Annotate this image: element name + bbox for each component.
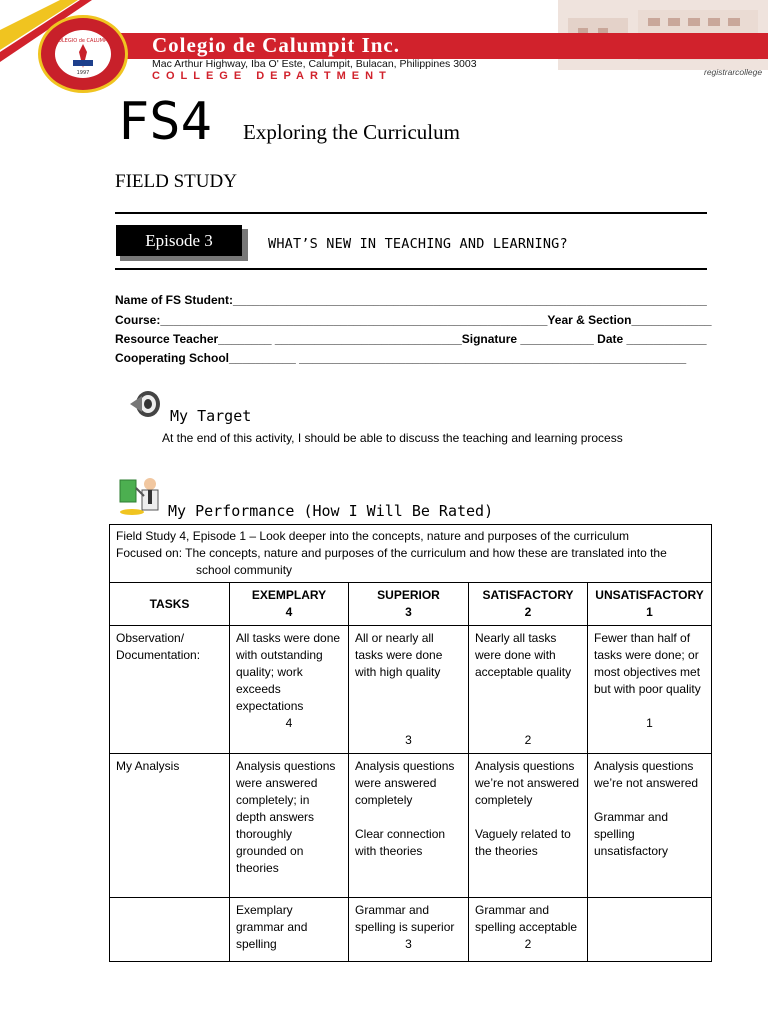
header-score: 3 <box>405 605 412 619</box>
criteria-text: Analysis questions were answered completely <box>355 759 455 807</box>
rubric-intro-line2: Focused on: The concepts, nature and purposes of the curriculum and how these are translated into the <box>116 546 667 560</box>
criteria-score: 3 <box>405 733 412 747</box>
criteria-text: Analysis questions we’re not answered completely <box>475 759 580 807</box>
course-code: FS4 <box>118 92 212 152</box>
target-statement: At the end of this activity, I should be able to discuss the teaching and learning process <box>162 431 623 445</box>
table-row <box>110 754 712 898</box>
rubric-intro-line3: school community <box>196 563 293 577</box>
table-row <box>110 525 712 583</box>
divider-bottom <box>115 268 707 270</box>
table-header-row <box>110 583 712 626</box>
my-target-heading: My Target <box>170 407 252 425</box>
criteria-text: Analysis questions we’re not answered <box>594 759 699 790</box>
header-satisfactory <box>469 583 588 626</box>
table-row <box>110 626 712 754</box>
task-cell: Observation/ Documentation: <box>110 626 230 754</box>
criteria-cell <box>349 898 469 962</box>
teacher-icon <box>118 474 164 516</box>
target-icon <box>128 388 162 420</box>
criteria-score: 3 <box>405 937 412 951</box>
episode-title: WHAT’S NEW IN TEACHING AND LEARNING? <box>268 236 568 252</box>
department-name: COLLEGE DEPARTMENT <box>152 70 392 82</box>
criteria-cell <box>588 626 712 754</box>
rubric-intro-line1: Field Study 4, Episode 1 – Look deeper into the concepts, nature and purposes of the curriculum <box>116 529 629 543</box>
criteria-text: Grammar and spelling unsatisfactory <box>594 810 669 858</box>
letterhead <box>0 0 768 95</box>
criteria-score: 4 <box>285 716 293 730</box>
resource-teacher-field[interactable]: Resource Teacher________ ____________________________Signature ___________ Date ____________ <box>115 332 707 346</box>
header-label: UNSATISFACTORY <box>595 588 704 602</box>
criteria-score: 2 <box>524 937 532 951</box>
header-score: 1 <box>646 605 653 619</box>
course-subtitle: Exploring the Curriculum <box>243 120 460 144</box>
seal-emblem <box>53 28 113 80</box>
task-cell <box>110 898 230 962</box>
criteria-cell: Exemplary grammar and spelling <box>230 898 349 962</box>
school-name: Colegio de Calumpit Inc. <box>152 33 401 57</box>
table-row <box>110 898 712 962</box>
course-section-field[interactable]: Course:__________________________________________________________Year & Section____________ <box>115 313 712 327</box>
header-score: 2 <box>524 605 532 619</box>
rubric-table <box>109 524 712 962</box>
criteria-text: Fewer than half of tasks were done; or most objectives met but with poor quality <box>594 631 701 696</box>
criteria-score: 2 <box>524 733 532 747</box>
criteria-cell <box>349 754 469 898</box>
criteria-cell: Analysis questions were answered completely; in depth answers thoroughly grounded on theories <box>230 754 349 898</box>
criteria-cell <box>469 898 588 962</box>
header-label: SATISFACTORY <box>482 588 574 602</box>
header-label: SUPERIOR <box>377 588 440 602</box>
my-performance-heading: My Performance (How I Will Be Rated) <box>168 502 494 520</box>
registrar-email: registrarcollege <box>704 67 763 77</box>
school-seal <box>38 15 128 93</box>
criteria-cell <box>469 626 588 754</box>
criteria-text: Grammar and spelling is superior <box>355 903 455 934</box>
criteria-text: Nearly all tasks were done with acceptable quality <box>475 631 572 679</box>
header-superior <box>349 583 469 626</box>
criteria-cell <box>588 754 712 898</box>
episode-badge: Episode 3 <box>116 225 242 256</box>
header-label: EXEMPLARY <box>251 588 327 602</box>
criteria-cell <box>469 754 588 898</box>
criteria-text: Grammar and spelling acceptable <box>475 903 578 934</box>
divider-top <box>115 212 707 214</box>
criteria-text: All or nearly all tasks were done with high quality <box>355 631 443 679</box>
criteria-cell <box>230 626 349 754</box>
criteria-text: Vaguely related to the theories <box>475 827 571 858</box>
criteria-text: Clear connection with theories <box>355 827 446 858</box>
header-unsatisfactory <box>588 583 712 626</box>
header-exemplary <box>230 583 349 626</box>
header-score: 4 <box>285 605 293 619</box>
cooperating-school-field[interactable]: Cooperating School__________ __________________________________________________________ <box>115 351 687 365</box>
task-cell: My Analysis <box>110 754 230 898</box>
seal-year: 1997 <box>76 70 90 76</box>
header-label: TASKS <box>149 596 190 611</box>
field-study-heading: FIELD STUDY <box>115 171 237 192</box>
criteria-cell <box>588 898 712 962</box>
school-address: Mac Arthur Highway, Iba O' Este, Calumpit, Bulacan, Philippines 3003 <box>152 58 477 70</box>
rubric-intro <box>110 525 712 583</box>
seal-text: COLEGIO de CALUMPIT <box>55 38 111 44</box>
criteria-text: All tasks were done with outstanding quality; work exceeds expectations <box>236 631 341 713</box>
student-name-field[interactable]: Name of FS Student:_______________________________________________________________________ <box>115 293 707 307</box>
criteria-score: 1 <box>646 716 653 730</box>
header-tasks <box>110 583 230 626</box>
criteria-cell <box>349 626 469 754</box>
